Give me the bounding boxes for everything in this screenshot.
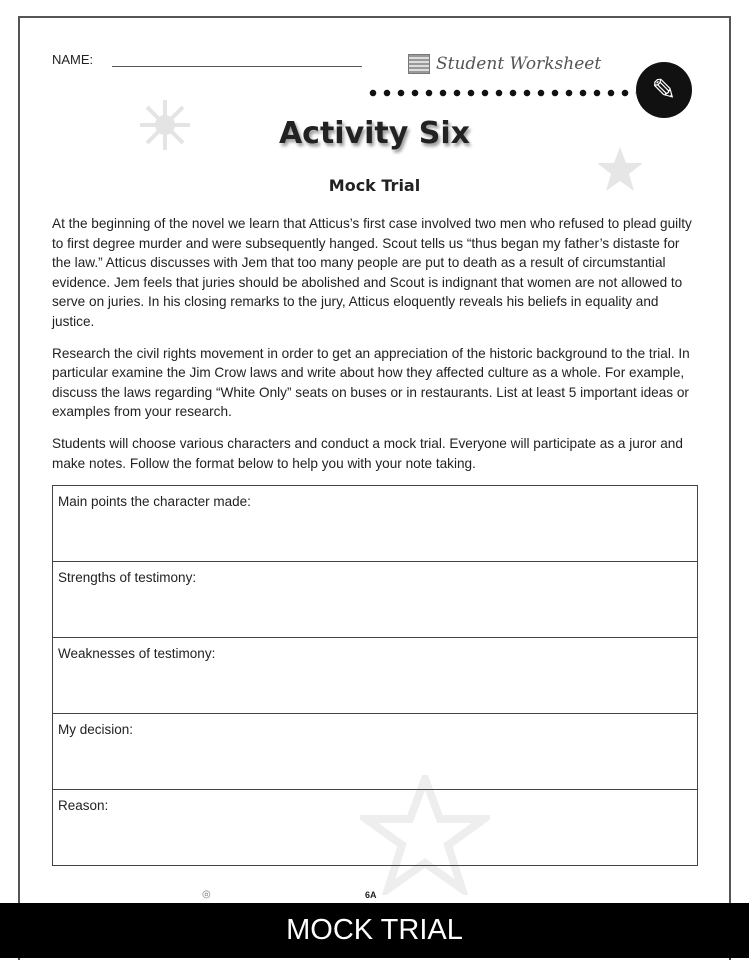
document-icon: [408, 54, 430, 74]
page-subtitle: Mock Trial: [328, 176, 421, 195]
student-worksheet-badge: [408, 54, 601, 74]
footer-banner: MOCK TRIAL: [0, 903, 749, 958]
content-body: [52, 214, 702, 866]
notes-row-weaknesses[interactable]: Weaknesses of testimony:: [53, 638, 698, 714]
notes-table: [52, 485, 698, 866]
pencil-icon: ✎: [636, 62, 692, 118]
intro-paragraph: At the beginning of the novel we learn that Atticus’s first case involved two men who refused to plead guilty to first degree murder and were subsequently hanged. Scout tells us “thus began my father’s distaste for the law.” Atticus discusses with Jem that too many people are put to death as a result of circumstantial evidence. Jem feels that juries should be abolished and Scout is indignant that women are not allowed to serve on juries. In his closing remarks to the jury, Atticus eloquently reveals his beliefs in equality and justice.: [52, 216, 692, 329]
dotted-divider: [366, 88, 636, 98]
name-field[interactable]: [112, 66, 362, 67]
notes-row-strengths[interactable]: Strengths of testimony:: [53, 562, 698, 638]
publisher-logo-icon: ◎: [202, 889, 211, 900]
notes-row-decision[interactable]: My decision:: [53, 714, 698, 790]
page-title: Activity Six: [278, 116, 471, 151]
notes-row-reason[interactable]: Reason:: [53, 790, 698, 866]
research-paragraph: Research the civil rights movement in order to get an appreciation of the historic background to the trial. In particular examine the Jim Crow laws and write about how they affected culture as a whole. For example, discuss the laws regarding “White Only” seats on buses or in restaurants. List at least 5 important ideas or examples from your research.: [52, 345, 690, 420]
page-number: 6A: [365, 890, 377, 900]
notes-row-main-points[interactable]: Main points the character made:: [53, 486, 698, 562]
name-label: NAME:: [52, 52, 94, 67]
badge-text: Student Worksheet: [436, 54, 602, 74]
instructions-paragraph: Students will choose various characters and conduct a mock trial. Everyone will participate as a juror and make notes. Follow the format below to help you with your note taking.: [52, 435, 683, 471]
